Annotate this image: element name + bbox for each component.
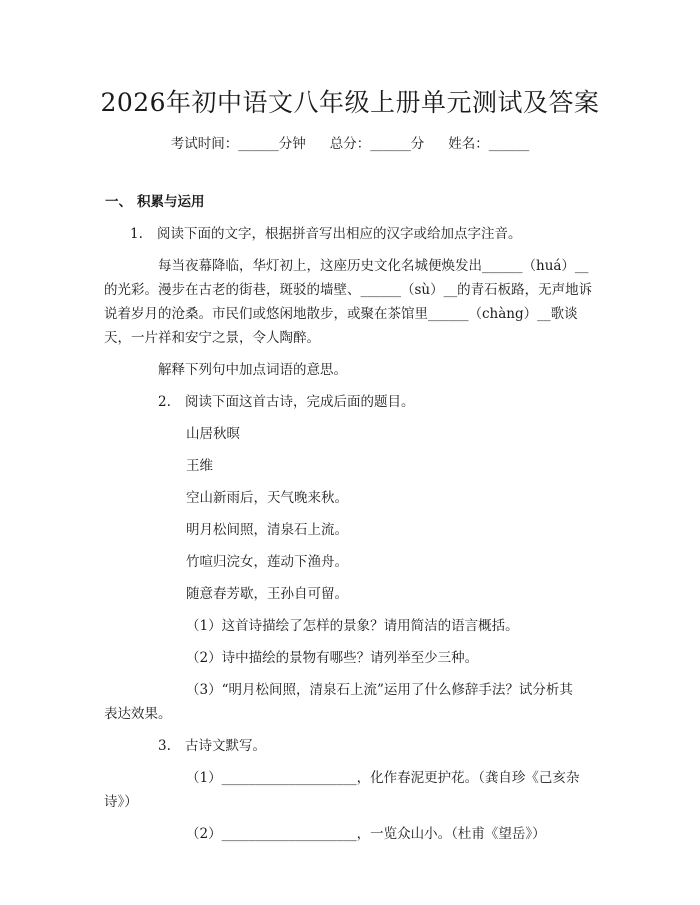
explain-instruction: 解释下列句中加点词语的意思。 (158, 362, 347, 378)
section-number: 一、 (105, 194, 132, 210)
exam-time: 考试时间：______分钟 (170, 136, 306, 152)
question-number: 2. (158, 394, 171, 410)
question-text: 阅读下面这首古诗，完成后面的题目。 (185, 394, 415, 410)
sub-question: （3）“明月松间照，清泉石上流”运用了什么修辞手法？试分析其 (186, 682, 573, 698)
section-heading (105, 192, 205, 212)
question-number: 3. (158, 738, 171, 754)
question-3-prompt (158, 736, 266, 756)
poem-line: 竹喧归浣女，莲动下渔舟。 (186, 554, 348, 570)
question-2-prompt (158, 392, 415, 412)
poem-author: 王维 (186, 458, 213, 474)
poem-line: 空山新雨后，天气晚来秋。 (186, 490, 348, 506)
sub-question: （2）诗中描绘的景物有哪些？请列举至少三种。 (186, 650, 479, 666)
question-number: 1. (130, 226, 143, 242)
passage-line: 的光彩。漫步在古老的街巷，斑驳的墙壁、______（sù）__的青石板路，无声地诉 (104, 282, 593, 298)
poem-line: 随意春芳歇，王孙自可留。 (186, 586, 348, 602)
fill-in-line-continued: 诗》） (104, 794, 138, 810)
fill-in-line: （1）____________________，化作春泥更护花。（龚自珍《己亥杂 (186, 770, 580, 786)
poem-line: 明月松间照，清泉石上流。 (186, 522, 348, 538)
fill-in-line: （2）____________________，一览众山小。（杜甫《望岳》） (186, 826, 546, 842)
passage-line: 说着岁月的沧桑。市民们或悠闲地散步，或聚在茶馆里______（chàng）__歌谈 (104, 306, 578, 322)
section-title: 积累与运用 (137, 194, 205, 210)
total-score: 总分：______分 (329, 136, 425, 152)
sub-question: （1）这首诗描绘了怎样的景象？请用简洁的语言概括。 (186, 618, 519, 634)
question-1-prompt (130, 224, 522, 244)
passage-line: 每当夜幕降临，华灯初上，这座历史文化名城便焕发出______（huá）__ (158, 258, 589, 274)
page-title: 2026年初中语文八年级上册单元测试及答案 (100, 88, 600, 117)
sub-question-continued: 表达效果。 (104, 706, 172, 722)
student-name: 姓名：______ (448, 136, 530, 152)
passage-line: 天，一片祥和安宁之景，令人陶醉。 (104, 330, 320, 346)
question-text: 古诗文默写。 (185, 738, 266, 754)
question-text: 阅读下面的文字，根据拼音写出相应的汉字或给加点字注音。 (157, 226, 522, 242)
poem-title: 山居秋暝 (186, 426, 240, 442)
exam-info (0, 132, 700, 152)
